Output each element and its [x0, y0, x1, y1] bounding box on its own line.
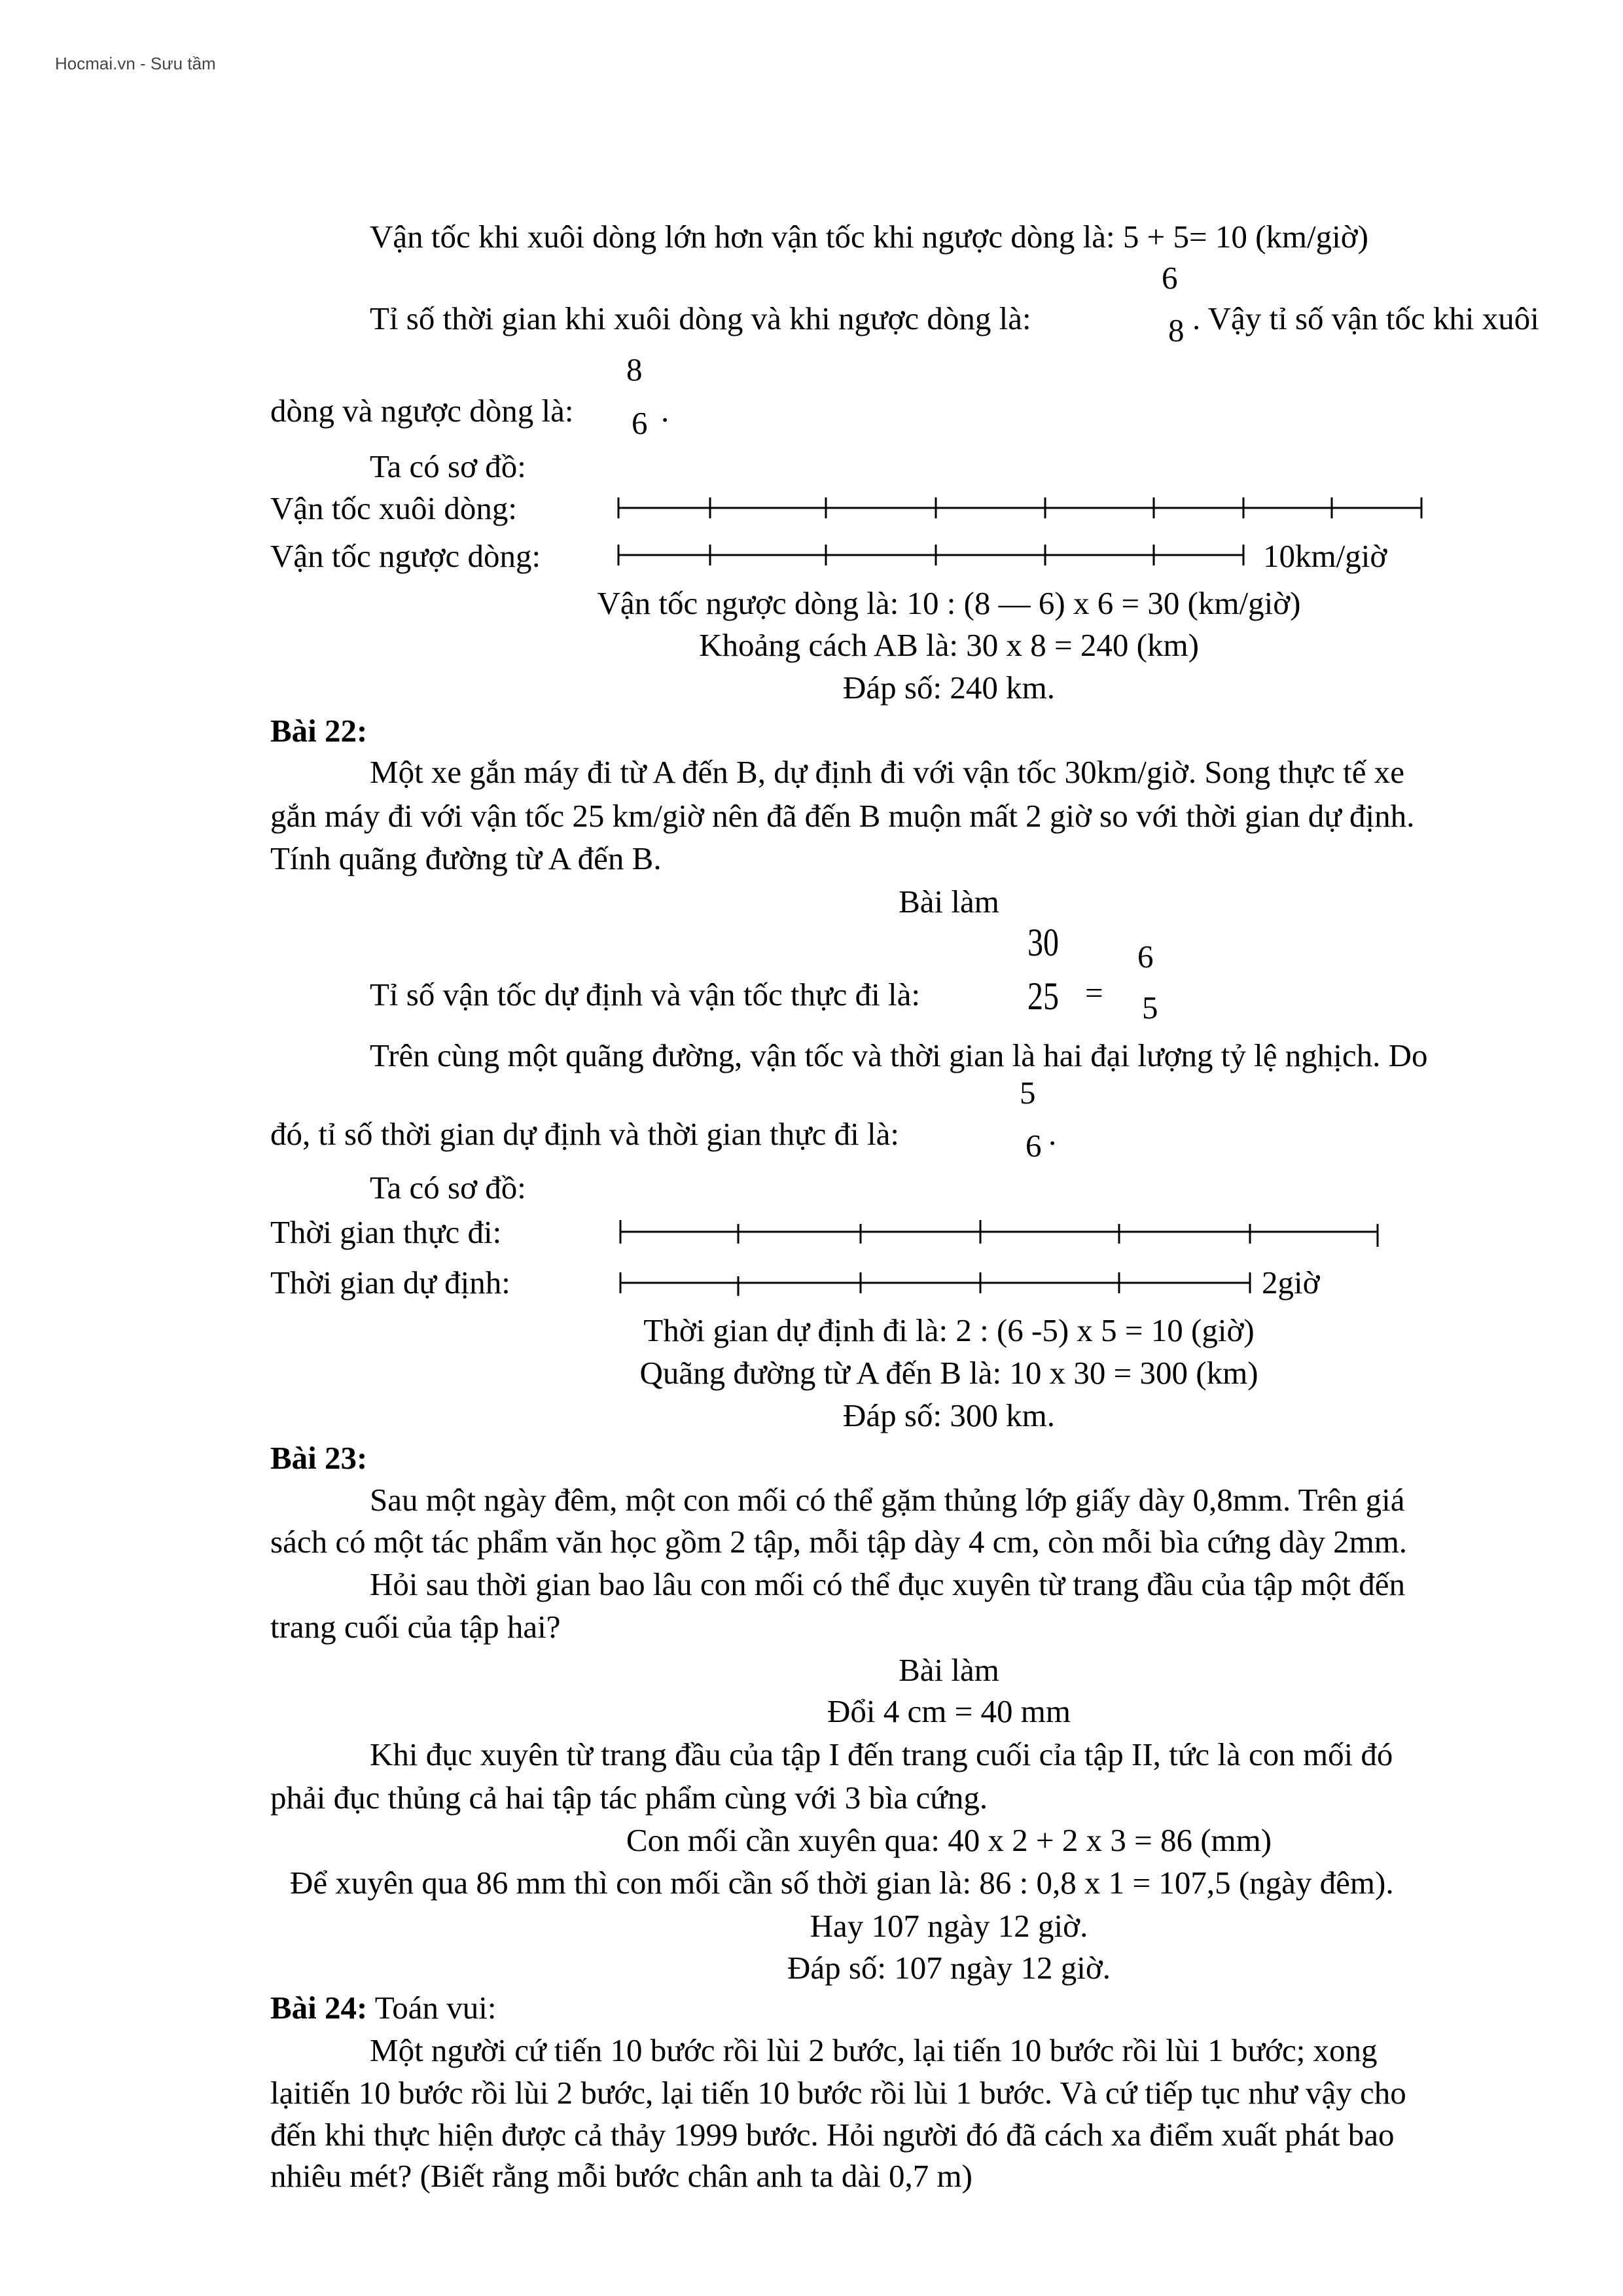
- bai22-frac-den: 6: [1026, 1128, 1042, 1164]
- bai22-ratio-num-1: 30: [1027, 921, 1059, 964]
- prev-answer: Đáp số: 240 km.: [843, 670, 1055, 706]
- bai23-problem-line-1: Sau một ngày đêm, một con mối có thể gặm thủng lớp giấy dày 0,8mm. Trên giá: [370, 1482, 1405, 1518]
- bai22-solution-line-2-tail: .: [1048, 1116, 1057, 1152]
- prev-solution-2: Khoảng cách AB là: 30 x 8 = 240 (km): [699, 627, 1199, 663]
- bai22-equals: =: [1085, 975, 1103, 1011]
- prev-line-1: Vận tốc khi xuôi dòng lớn hơn vận tốc khi ngược dòng là: 5 + 5= 10 (km/giờ): [370, 219, 1368, 255]
- prev-row2-note: 10km/giờ: [1263, 538, 1387, 574]
- bai23-answer: Đáp số: 107 ngày 12 giờ.: [787, 1950, 1111, 1986]
- bai22-row1-label: Thời gian thực đi:: [270, 1214, 502, 1250]
- bai23-solution-line-1: Khi đục xuyên từ trang đầu của tập I đến trang cuối cỉa tập II, tức là con mối đó: [370, 1736, 1393, 1772]
- bai23-problem-line-3: Hỏi sau thời gian bao lâu con mối có thể đục xuyên từ trang đầu của tập một đến: [370, 1566, 1405, 1602]
- bai22-row2-note: 2giờ: [1262, 1265, 1320, 1300]
- bai22-ratio-den-1: 25: [1027, 975, 1059, 1018]
- bai22-problem-line-1: Một xe gắn máy đi từ A đến B, dự định đi với vận tốc 30km/giờ. Song thực tế xe: [370, 754, 1404, 790]
- bai23-title: Bài 23:: [270, 1440, 368, 1476]
- page-header: Hocmai.vn - Sưu tầm: [55, 54, 216, 73]
- bai22-bailam: Bài làm: [899, 884, 999, 920]
- bai22-frac-num: 5: [1020, 1075, 1036, 1111]
- prev-frac1-den: 8: [1168, 312, 1185, 348]
- prev-solution-1: Vận tốc ngược dòng là: 10 : (8 — 6) x 6 = 30 (km/giờ): [597, 585, 1301, 621]
- bai23-solution-5: Hay 107 ngày 12 giờ.: [810, 1908, 1088, 1944]
- prev-diagram-intro: Ta có sơ đồ:: [370, 448, 526, 484]
- prev-diagram-row1: [618, 497, 1421, 518]
- prev-frac2-den: 6: [632, 405, 648, 441]
- bai23-problem-line-4: trang cuối của tập hai?: [270, 1609, 561, 1645]
- bai22-ratio-den-2: 5: [1142, 990, 1158, 1026]
- bai22-answer: Đáp số: 300 km.: [843, 1397, 1055, 1433]
- prev-line-2-tail: . Vậy tỉ số vận tốc khi xuôi: [1192, 300, 1539, 336]
- prev-line-3-text: dòng và ngược dòng là:: [270, 393, 574, 429]
- bai24-problem-line-1: Một người cứ tiến 10 bước rồi lùi 2 bước, lại tiến 10 bước rồi lùi 1 bước; xong: [370, 2032, 1378, 2068]
- bai22-ratio-num-2: 6: [1137, 939, 1154, 975]
- bai22-diagram-intro: Ta có sơ đồ:: [370, 1170, 526, 1206]
- bai22-solution-4: Quãng đường từ A đến B là: 10 x 30 = 300 (km): [639, 1355, 1258, 1391]
- bai22-diagram-row1: [620, 1220, 1378, 1247]
- prev-diagram-row2: [618, 545, 1243, 565]
- bai22-problem-line-3: Tính quãng đường từ A đến B.: [270, 840, 662, 876]
- bai24-problem-line-3: đến khi thực hiện được cả thảy 1999 bước. Hỏi người đó đã cách xa điểm xuất phát bao: [270, 2117, 1395, 2153]
- prev-line-2-text: Tỉ số thời gian khi xuôi dòng và khi ngược dòng là:: [370, 300, 1031, 336]
- prev-line-3-tail: .: [661, 393, 669, 429]
- prev-frac1-num: 6: [1162, 260, 1178, 296]
- bai23-bailam: Bài làm: [899, 1652, 999, 1688]
- bai22-title: Bài 22:: [270, 713, 368, 749]
- bai22-row2-label: Thời gian dự định:: [270, 1265, 510, 1300]
- bai23-convert: Đổi 4 cm = 40 mm: [827, 1693, 1071, 1729]
- bai24-title: Bài 24:: [270, 1990, 368, 2026]
- bai22-solution-line-2: đó, tỉ số thời gian dự định và thời gian thực đi là:: [270, 1116, 899, 1152]
- bai24-problem-line-2: lạitiến 10 bước rồi lùi 2 bước, lại tiến 10 bước rồi lùi 1 bước. Và cứ tiếp tục như vậy cho: [270, 2075, 1406, 2111]
- bai22-solution-3: Thời gian dự định đi là: 2 : (6 -5) x 5 = 10 (giờ): [643, 1312, 1255, 1348]
- bai24-problem-line-4: nhiêu mét? (Biết rằng mỗi bước chân anh ta dài 0,7 m): [270, 2158, 972, 2194]
- bai24-subtitle: Toán vui:: [367, 1990, 497, 2026]
- bai22-solution-line-1: Trên cùng một quãng đường, vận tốc và thời gian là hai đại lượng tỷ lệ nghịch. Do: [370, 1037, 1428, 1073]
- bai23-solution-line-2: phải đục thủng cả hai tập tác phẩm cùng với 3 bìa cứng.: [270, 1780, 988, 1816]
- bai22-problem-line-2: gắn máy đi với vận tốc 25 km/giờ nên đã đến B muộn mất 2 giờ so với thời gian dự định.: [270, 798, 1415, 834]
- bai22-ratio-text: Tỉ số vận tốc dự định và vận tốc thực đi là:: [370, 977, 921, 1013]
- prev-row2-label: Vận tốc ngược dòng:: [270, 538, 541, 574]
- bai23-solution-4: Để xuyên qua 86 mm thì con mối cần số thời gian là: 86 : 0,8 x 1 = 107,5 (ngày đêm).: [290, 1865, 1394, 1901]
- bai22-diagram-row2: [620, 1272, 1250, 1296]
- bai24-heading: [270, 1992, 496, 2024]
- prev-row1-label: Vận tốc xuôi dòng:: [270, 490, 517, 526]
- prev-frac2-num: 8: [626, 351, 643, 387]
- bai23-solution-3: Con mối cần xuyên qua: 40 x 2 + 2 x 3 = 86 (mm): [626, 1822, 1272, 1858]
- bai23-problem-line-2: sách có một tác phẩm văn học gồm 2 tập, mỗi tập dày 4 cm, còn mỗi bìa cứng dày 2mm.: [270, 1524, 1408, 1560]
